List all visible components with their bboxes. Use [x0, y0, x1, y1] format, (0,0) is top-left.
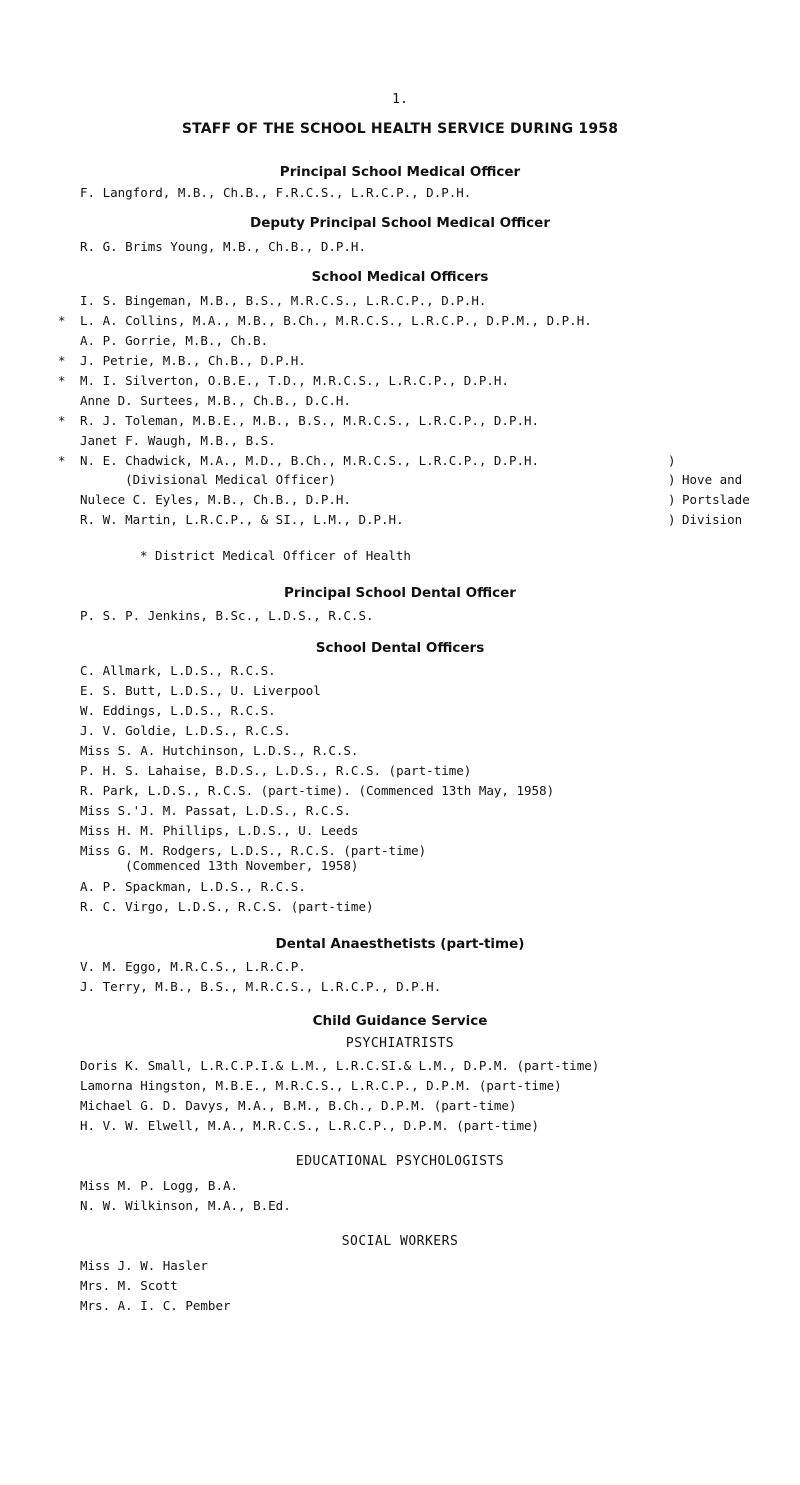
- smo-name: Anne D. Surtees, M.B., Ch.B., D.C.H.: [80, 393, 351, 408]
- social-worker-name: Mrs. M. Scott: [80, 1278, 178, 1293]
- social-worker-name: Mrs. A. I. C. Pember: [80, 1298, 231, 1313]
- smo-name: (Divisional Medical Officer): [80, 472, 336, 487]
- psychiatrist-name: H. V. W. Elwell, M.A., M.R.C.S., L.R.C.P., D.P.M. (part-time): [80, 1118, 540, 1133]
- sdo-name: Miss S. A. Hutchinson, L.D.S., R.C.S.: [80, 743, 359, 758]
- division-bracket: ): [668, 472, 676, 487]
- psdo-name: P. S. P. Jenkins, B.Sc., L.D.S., R.C.S.: [80, 608, 374, 623]
- division-bracket: ): [668, 492, 676, 507]
- smo-heading: School Medical Officers: [311, 269, 489, 285]
- division-bracket: ): [668, 453, 676, 468]
- cgs-heading: Child Guidance Service: [312, 1013, 488, 1029]
- edpsych-name: Miss M. P. Logg, B.A.: [80, 1178, 239, 1193]
- sdo-name: P. H. S. Lahaise, B.D.S., L.D.S., R.C.S. (part-time): [80, 763, 472, 778]
- smo-name: Nulece C. Eyles, M.B., Ch.B., D.P.H.: [80, 492, 351, 507]
- deputy-name: R. G. Brims Young, M.B., Ch.B., D.P.H.: [80, 239, 366, 254]
- psychiatrists-heading: PSYCHIATRISTS: [345, 1036, 455, 1051]
- division-bracket: ): [668, 512, 676, 527]
- psychiatrist-name: Doris K. Small, L.R.C.P.I.& L.M., L.R.C.SI.& L.M., D.P.M. (part-time): [80, 1058, 600, 1073]
- sdo-name: J. V. Goldie, L.D.S., R.C.S.: [80, 723, 291, 738]
- edpsych-heading: EDUCATIONAL PSYCHOLOGISTS: [295, 1154, 505, 1169]
- anaesth-name: V. M. Eggo, M.R.C.S., L.R.C.P.: [80, 959, 306, 974]
- division-label: Portslade: [682, 492, 750, 507]
- sdo-heading: School Dental Officers: [315, 640, 485, 656]
- sdo-name: Miss S.'J. M. Passat, L.D.S., R.C.S.: [80, 803, 351, 818]
- psychiatrist-name: Michael G. D. Davys, M.A., B.M., B.Ch., D.P.M. (part-time): [80, 1098, 517, 1113]
- anaesth-heading: Dental Anaesthetists (part-time): [275, 936, 525, 952]
- sdo-name: A. P. Spackman, L.D.S., R.C.S.: [80, 879, 306, 894]
- smo-name: A. P. Gorrie, M.B., Ch.B.: [80, 333, 269, 348]
- smo-star: *: [58, 453, 66, 468]
- social-worker-name: Miss J. W. Hasler: [80, 1258, 208, 1273]
- psdo-heading: Principal School Dental Officer: [284, 585, 516, 601]
- pmo-heading: Principal School Medical Officer: [279, 164, 521, 180]
- division-label: Division: [682, 512, 743, 527]
- deputy-heading: Deputy Principal School Medical Officer: [250, 215, 550, 231]
- edpsych-name: N. W. Wilkinson, M.A., B.Ed.: [80, 1198, 291, 1213]
- smo-name: N. E. Chadwick, M.A., M.D., B.Ch., M.R.C.S., L.R.C.P., D.P.H.: [80, 453, 540, 468]
- smo-name: J. Petrie, M.B., Ch.B., D.P.H.: [80, 353, 306, 368]
- anaesth-name: J. Terry, M.B., B.S., M.R.C.S., L.R.C.P., D.P.H.: [80, 979, 442, 994]
- sdo-name: R. Park, L.D.S., R.C.S. (part-time). (Commenced 13th May, 1958): [80, 783, 555, 798]
- psychiatrist-name: Lamorna Hingston, M.B.E., M.R.C.S., L.R.C.P., D.P.M. (part-time): [80, 1078, 562, 1093]
- smo-name: I. S. Bingeman, M.B., B.S., M.R.C.S., L.R.C.P., D.P.H.: [80, 293, 487, 308]
- sdo-name: R. C. Virgo, L.D.S., R.C.S. (part-time): [80, 899, 374, 914]
- smo-star: *: [58, 353, 66, 368]
- sdo-name: (Commenced 13th November, 1958): [80, 858, 359, 873]
- smo-star: *: [58, 373, 66, 388]
- page-title: STAFF OF THE SCHOOL HEALTH SERVICE DURING 1958: [181, 121, 619, 137]
- smo-name: M. I. Silverton, O.B.E., T.D., M.R.C.S., L.R.C.P., D.P.H.: [80, 373, 509, 388]
- smo-name: R. W. Martin, L.R.C.P., & SI., L.M., D.P.H.: [80, 512, 404, 527]
- pmo-name: F. Langford, M.B., Ch.B., F.R.C.S., L.R.C.P., D.P.H.: [80, 185, 472, 200]
- sdo-name: E. S. Butt, L.D.S., U. Liverpool: [80, 683, 321, 698]
- page-number: 1.: [392, 92, 408, 107]
- social-heading: SOCIAL WORKERS: [341, 1234, 459, 1249]
- smo-name: Janet F. Waugh, M.B., B.S.: [80, 433, 276, 448]
- sdo-name: Miss H. M. Phillips, L.D.S., U. Leeds: [80, 823, 359, 838]
- sdo-name: W. Eddings, L.D.S., R.C.S.: [80, 703, 276, 718]
- smo-star: *: [58, 413, 66, 428]
- smo-name: R. J. Toleman, M.B.E., M.B., B.S., M.R.C.S., L.R.C.P., D.P.H.: [80, 413, 540, 428]
- sdo-name: C. Allmark, L.D.S., R.C.S.: [80, 663, 276, 678]
- smo-name: L. A. Collins, M.A., M.B., B.Ch., M.R.C.S., L.R.C.P., D.P.M., D.P.H.: [80, 313, 592, 328]
- smo-star: *: [58, 313, 66, 328]
- sdo-name: Miss G. M. Rodgers, L.D.S., R.C.S. (part-time): [80, 843, 427, 858]
- footnote: * District Medical Officer of Health: [140, 548, 411, 563]
- division-label: Hove and: [682, 472, 743, 487]
